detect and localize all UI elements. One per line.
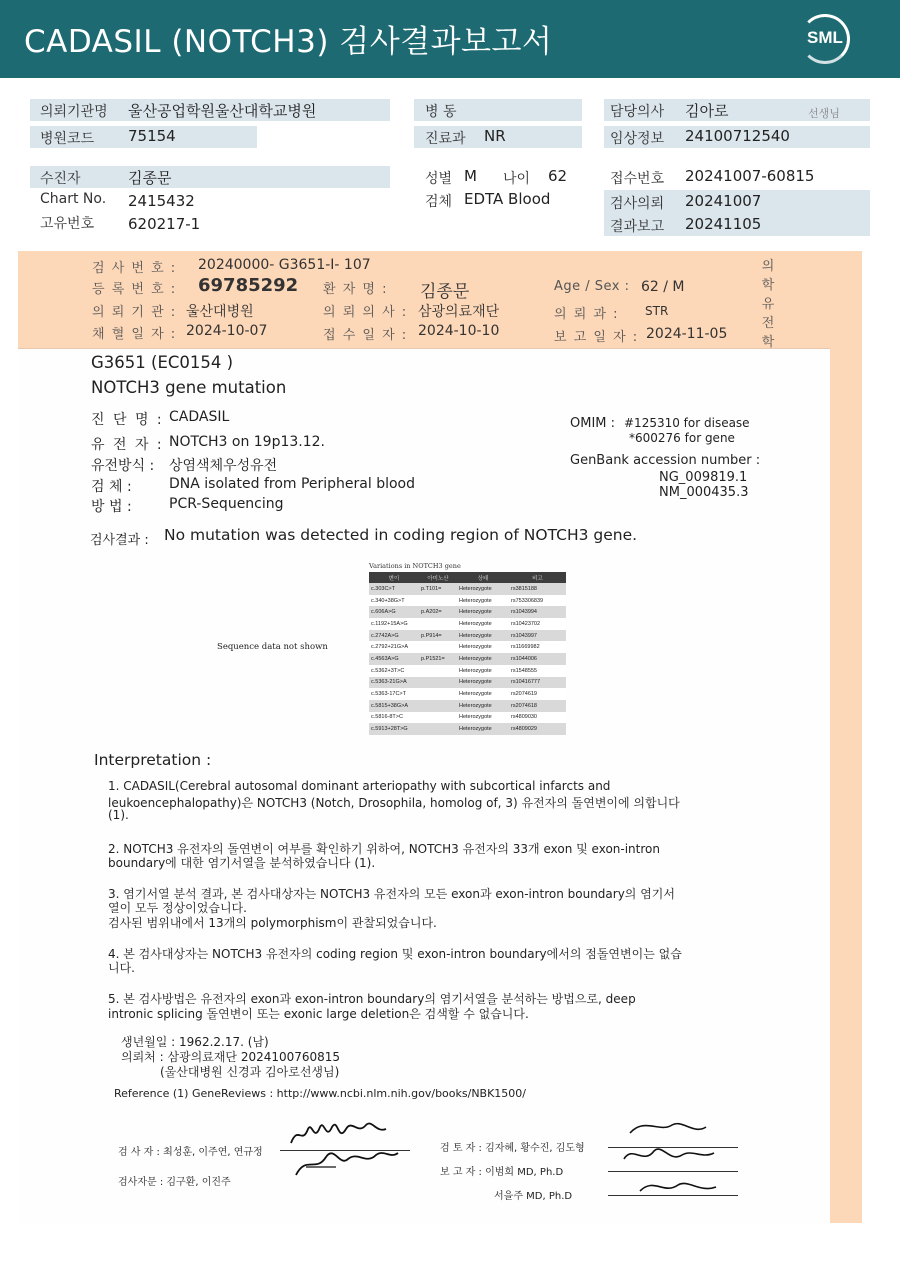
table-row: [369, 606, 566, 618]
table-cell: Heterozygote: [457, 595, 509, 607]
hospital-code-value: 75154: [128, 127, 176, 145]
advisor: 검사자문 : 김구환, 이진주: [118, 1177, 231, 1188]
doctor-label: 담당의사: [610, 104, 665, 120]
patient-name-value: 김종문: [420, 282, 470, 302]
interp-3a: 3. 염기서열 분석 결과, 본 검사대상자는 NOTCH3 유전자의 모든 exon과 exon-intron boundary의 염기서: [108, 887, 675, 901]
method-label: 방 법 :: [91, 499, 132, 515]
hospital-code-label: 병원코드: [40, 131, 95, 147]
table-cell: c.2792+21G>A: [369, 641, 419, 653]
table-cell: c.303C>T: [369, 583, 419, 595]
request-value: 20241007: [685, 192, 762, 210]
interp-4a: 4. 본 검사대상자는 NOTCH3 유전자의 coding region 및 exon-intron boundary에서의 점돌연변이는 없습: [108, 947, 682, 961]
table-row: [369, 618, 566, 630]
gene-label: 유 전 자 :: [91, 437, 164, 453]
req-inst-value: 울산대병원: [186, 304, 254, 320]
reg-no-value: 69785292: [198, 275, 299, 296]
table-cell: c.5815+38G>A: [369, 700, 419, 712]
institution-value: 울산공업학원울산대학교병원: [128, 102, 317, 120]
test-no-value: 20240000- G3651-I- 107: [198, 257, 371, 273]
sex-value: M: [464, 167, 477, 185]
inheritance-value: 상염색체우성유전: [169, 458, 278, 474]
table-cell: Heterozygote: [457, 677, 509, 689]
test-no-label: 검 사 번 호 :: [92, 261, 177, 276]
gene-value: NOTCH3 on 19p13.12.: [169, 434, 326, 450]
receive-label: 접 수 일 자 :: [323, 328, 408, 343]
variations-table: [369, 562, 566, 735]
age-value: 62: [548, 167, 568, 185]
table-cell: Heterozygote: [457, 630, 509, 642]
variations-header: 비고: [509, 572, 566, 583]
patient-row-bg: [30, 166, 390, 188]
diagnosis-label: 진 단 명 :: [91, 412, 164, 428]
table-cell: Heterozygote: [457, 723, 509, 735]
table-cell: rs1548555: [509, 665, 566, 677]
table-row: [369, 630, 566, 642]
table-cell: [419, 618, 457, 630]
genbank-label: GenBank accession number :: [570, 453, 761, 468]
variations-body: [369, 583, 566, 735]
table-cell: rs2074619: [509, 688, 566, 700]
table-cell: rs10423702: [509, 618, 566, 630]
omim-label: OMIM :: [570, 416, 616, 431]
clinical-value: 24100712540: [685, 127, 790, 145]
reporter: 보 고 자 : 이범희 MD, Ph.D: [440, 1167, 564, 1178]
receipt-label: 접수번호: [610, 171, 665, 187]
table-cell: [419, 723, 457, 735]
ward-label: 병 동: [425, 104, 457, 120]
table-row: [369, 723, 566, 735]
sex-label: 성별: [425, 171, 453, 187]
inheritance-label: 유전방식 :: [91, 458, 155, 474]
age-label: 나이: [503, 171, 531, 187]
table-cell: rs4809029: [509, 723, 566, 735]
variations-header: 아미노산: [419, 572, 457, 583]
unique-value: 620217-1: [128, 215, 201, 233]
interp-2a: 2. NOTCH3 유전자의 돌연변이 여부를 확인하기 위하여, NOTCH3 유전자의 33개 exon 및 exon-intron: [108, 842, 660, 856]
table-row: [369, 583, 566, 595]
tester: 검 사 자 : 최성훈, 이주연, 연규정: [118, 1147, 263, 1158]
table-cell: p.T101=: [419, 583, 457, 595]
test-code: G3651 (EC0154 ): [91, 353, 234, 372]
table-row: [369, 700, 566, 712]
table-cell: [419, 700, 457, 712]
table-cell: [419, 712, 457, 724]
clinical-label: 임상정보: [610, 131, 665, 147]
table-cell: [419, 595, 457, 607]
table-cell: c.2742A>G: [369, 630, 419, 642]
variations-header: 상태: [457, 572, 509, 583]
req-inst-label: 의 뢰 기 관 :: [92, 305, 177, 320]
interp-3c: 검사된 범위내에서 13개의 polymorphism이 관찰되었습니다.: [108, 916, 437, 930]
institution-label: 의뢰기관명: [40, 104, 108, 120]
reg-no-label: 등 록 번 호 :: [92, 282, 177, 297]
tester-signature: [286, 1115, 416, 1185]
table-cell: [419, 688, 457, 700]
reference: Reference (1) GeneReviews : http://www.ncbi.nlm.nih.gov/books/NBK1500/: [114, 1087, 527, 1100]
specimen-scan-label: 검 체 :: [91, 479, 132, 495]
request-label: 검사의뢰: [610, 196, 665, 212]
table-cell: rs10416777: [509, 677, 566, 689]
chart-value: 2415432: [128, 192, 195, 210]
interp-1b: leukoencephalopathy)은 NOTCH3 (Notch, Drosophila, homolog of, 3) 유전자의 돌연변이에 의합니다: [108, 796, 680, 810]
collect-value: 2024-10-07: [186, 323, 268, 339]
table-cell: c.5816-8T>C: [369, 712, 419, 724]
interp-1c: (1).: [108, 808, 129, 822]
report-date-label: 보 고 일 자 :: [554, 330, 639, 345]
omim-disease: #125310 for disease: [624, 416, 750, 430]
patient-label: 수진자: [40, 171, 81, 187]
table-row: [369, 595, 566, 607]
receive-value: 2024-10-10: [418, 323, 500, 339]
scanned-report: [18, 251, 862, 1223]
method-value: PCR-Sequencing: [169, 496, 284, 512]
interp-5b: intronic splicing 돌연변이 또는 exonic large deletion은 검색할 수 없습니다.: [108, 1007, 529, 1021]
table-cell: Heterozygote: [457, 606, 509, 618]
req-doctor-label: 의 뢰 의 사 :: [323, 305, 408, 320]
specimen-label: 검체: [425, 194, 453, 210]
referrer-2: (울산대병원 신경과 김아로선생님): [160, 1065, 340, 1079]
collect-label: 채 혈 일 자 :: [92, 327, 177, 342]
doctor-value: 김아로: [685, 102, 729, 120]
table-cell: p.A202=: [419, 606, 457, 618]
scan-divider: [18, 348, 830, 349]
age-sex-label: Age / Sex :: [554, 279, 630, 294]
dept-vertical-label: 의학유전학: [761, 259, 775, 350]
table-cell: Heterozygote: [457, 700, 509, 712]
report-date-value: 2024-11-05: [646, 326, 728, 342]
logo-text: SML: [807, 28, 843, 47]
reporter-2: 서을주 MD, Ph.D: [494, 1191, 573, 1202]
table-cell: c.5363-17C>T: [369, 688, 419, 700]
chart-label: Chart No.: [40, 191, 107, 207]
genbank-1: NG_009819.1: [659, 470, 748, 485]
specimen-scan-value: DNA isolated from Peripheral blood: [169, 476, 416, 492]
table-cell: p.P914=: [419, 630, 457, 642]
table-row: [369, 641, 566, 653]
scan-right-band: [830, 348, 862, 1223]
table-cell: rs1043994: [509, 606, 566, 618]
table-cell: rs4809030: [509, 712, 566, 724]
header-bar: [0, 0, 900, 78]
interp-1a: 1. CADASIL(Cerebral autosomal dominant arteriopathy with subcortical infarcts and: [108, 779, 611, 793]
test-name: NOTCH3 gene mutation: [91, 378, 287, 397]
unique-label: 고유번호: [40, 216, 95, 232]
table-cell: c.5363-21G>A: [369, 677, 419, 689]
table-row: [369, 712, 566, 724]
receipt-value: 20241007-60815: [685, 167, 815, 185]
table-cell: Heterozygote: [457, 583, 509, 595]
req-doctor-value: 삼광의료재단: [418, 304, 500, 320]
variations-header: 변이: [369, 572, 419, 583]
referrer: 의뢰처 : 삼광의료재단 2024100760815: [121, 1050, 341, 1064]
result-value: No mutation was detected in coding region of NOTCH3 gene.: [164, 526, 638, 544]
patient-value: 김종문: [128, 169, 172, 187]
table-cell: Heterozygote: [457, 641, 509, 653]
result-label: 검사결과 :: [90, 533, 149, 548]
interpretation-title: Interpretation :: [94, 751, 212, 769]
table-cell: Heterozygote: [457, 653, 509, 665]
table-cell: c.5913+28T>G: [369, 723, 419, 735]
table-row: [369, 653, 566, 665]
table-cell: Heterozygote: [457, 712, 509, 724]
table-cell: c.4563A>G: [369, 653, 419, 665]
sequence-note: Sequence data not shown: [217, 642, 328, 652]
report-title: CADASIL (NOTCH3) 검사결과보고서: [24, 24, 553, 60]
interp-2b: boundary에 대한 염기서열을 분석하였습니다 (1).: [108, 856, 376, 870]
table-cell: [419, 665, 457, 677]
table-cell: Heterozygote: [457, 665, 509, 677]
omim-gene: *600276 for gene: [629, 431, 735, 445]
diagnosis-value: CADASIL: [169, 409, 230, 425]
reviewer: 검 토 자 : 김자혜, 황수진, 김도형: [440, 1143, 585, 1154]
table-cell: c.606A>G: [369, 606, 419, 618]
table-cell: rs1044006: [509, 653, 566, 665]
table-cell: [419, 641, 457, 653]
table-row: [369, 677, 566, 689]
dept-label: 진료과: [425, 131, 466, 147]
dept-value: NR: [484, 127, 506, 145]
table-cell: rs753306839: [509, 595, 566, 607]
table-cell: rs1043997: [509, 630, 566, 642]
table-cell: Heterozygote: [457, 618, 509, 630]
req-dept-label: 의 뢰 과 :: [554, 307, 619, 322]
age-sex-value: 62 / M: [641, 279, 685, 295]
interp-5a: 5. 본 검사방법은 유전자의 exon과 exon-intron boundary의 염기서열을 분석하는 방법으로, deep: [108, 992, 636, 1006]
interp-4b: 니다.: [108, 961, 135, 975]
table-cell: p.P1521=: [419, 653, 457, 665]
table-cell: [419, 677, 457, 689]
patient-name-label: 환 자 명 :: [323, 282, 388, 297]
reviewer-signature: [610, 1115, 740, 1205]
variations-title: Variations in NOTCH3 gene: [369, 562, 461, 570]
sml-logo: [800, 14, 850, 64]
table-cell: Heterozygote: [457, 688, 509, 700]
table-row: [369, 665, 566, 677]
date-of-birth: 생년월일 : 1962.2.17. (남): [121, 1035, 269, 1049]
table-cell: rs3815188: [509, 583, 566, 595]
report-value: 20241105: [685, 215, 762, 233]
table-row: [369, 688, 566, 700]
table-cell: c.1192+15A>G: [369, 618, 419, 630]
req-dept-value: STR: [645, 304, 669, 318]
genbank-2: NM_000435.3: [659, 485, 749, 500]
table-cell: c.5362+3T>C: [369, 665, 419, 677]
table-cell: rs11669982: [509, 641, 566, 653]
table-cell: rs2074618: [509, 700, 566, 712]
interp-3b: 열이 모두 정상이었습니다.: [108, 901, 247, 915]
table-cell: c.340+38G>T: [369, 595, 419, 607]
specimen-value: EDTA Blood: [464, 190, 551, 208]
report-label: 결과보고: [610, 219, 665, 235]
doctor-suffix: 선생님: [808, 107, 840, 120]
